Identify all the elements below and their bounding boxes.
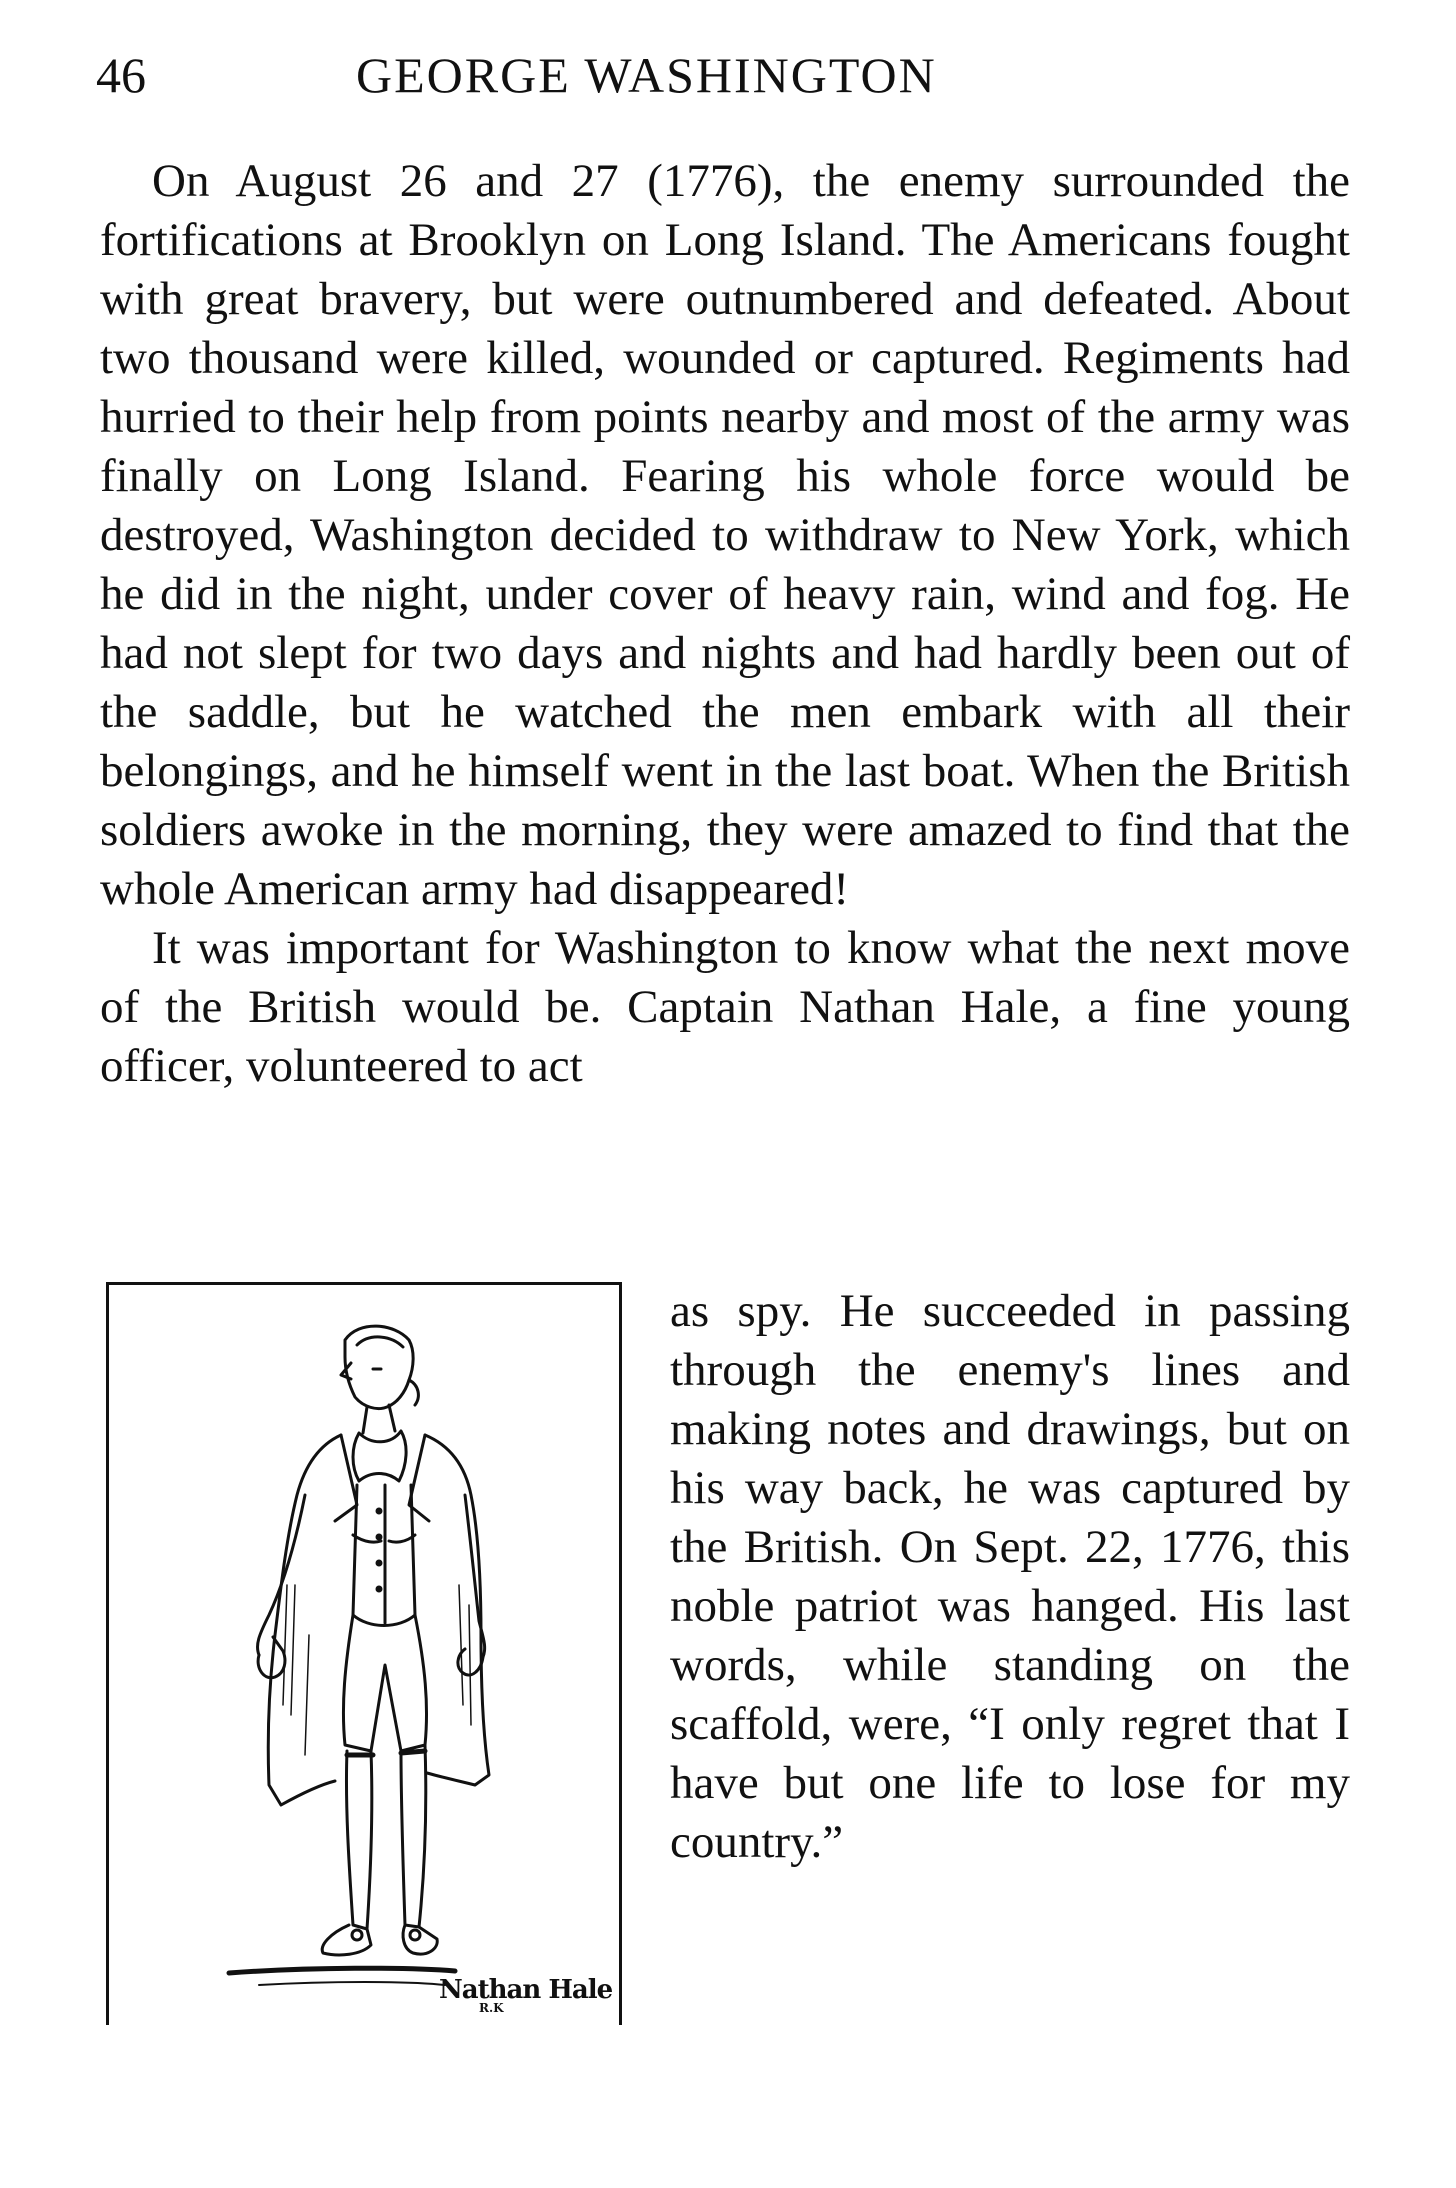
illustration-frame xyxy=(106,1282,622,2025)
illustration-wrap-block xyxy=(100,1282,1350,2042)
page-number: 46 xyxy=(96,47,146,103)
page-title: GEORGE WASHINGTON xyxy=(356,47,937,103)
nathan-hale-figure-illustration xyxy=(109,1285,619,2025)
body-text xyxy=(100,152,1350,1096)
running-head xyxy=(96,40,1346,110)
illustrator-initials: R.K xyxy=(479,2001,504,2015)
paragraph-brooklyn: On August 26 and 27 (1776), the enemy surrounded the fortifications at Brooklyn on Long Island. The Americans fought with great bravery, but were outnumbered and defeated. About two thousand were killed, wounded or captured. Regiments had hurried to their help from points nearby and most of the army was finally on Long Island. Fearing his whole force would be destroyed, Washington decided to withdraw to New York, which he did in the night, under cover of heavy rain, wind and fog. He had not slept for two days and nights and had hardly been out of the saddle, but he watched the men embark with all their belongings, and he himself went in the last boat. When the British soldiers awoke in the morning, they were amazed to find that the whole American army had disappeared! xyxy=(100,155,1350,915)
paragraph-nathan-hale-intro: It was important for Washington to know what the next move of the British would be. Captain Nathan Hale, a fine young officer, volunteered to act xyxy=(100,922,1350,1092)
illustration-signature: Nathan Hale xyxy=(439,1975,613,2005)
paragraph-nathan-hale-continued: as spy. He succeeded in passing through the enemy's lines and making notes and drawings, but on his way back, he was captured by the British. On Sept. 22, 1776, this noble patriot was hanged. His last words, while standing on the scaffold, were, “I only regret that I have but one life to lose for my country.” xyxy=(670,1285,1350,1868)
